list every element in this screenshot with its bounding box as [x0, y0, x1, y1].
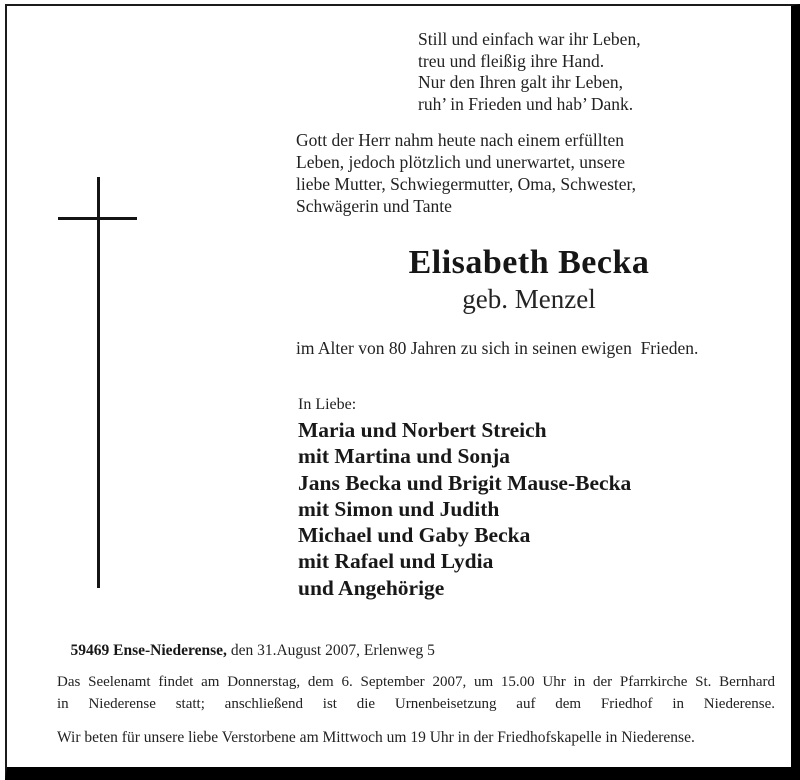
family-line: mit Rafael und Lydia: [298, 549, 494, 574]
dateline: [55, 624, 435, 678]
announcement-line: liebe Mutter, Schwiegermutter, Oma, Schwester,: [296, 174, 637, 194]
deceased-name-block: [296, 243, 762, 316]
family-line: Jans Becka und Brigit Mause-Becka: [298, 470, 632, 495]
service-line: Das Seelenamt findet am Donnerstag, dem 6. September 2007, um 15.00 Uhr in der Pfarrkirche St. Bernhard: [57, 674, 775, 690]
cross-vertical-bar: [97, 177, 100, 588]
dateline-date-address: den 31.August 2007, Erlenweg 5: [226, 642, 435, 659]
announcement-paragraph: [296, 129, 636, 217]
prayer-line: Wir beten für unsere liebe Verstorbene am Mittwoch um 19 Uhr in der Friedhofskapelle in Niederense.: [57, 729, 695, 746]
poem-line: Still und einfach war ihr Leben,: [418, 29, 641, 49]
poem-line: treu und fleißig ihre Hand.: [418, 50, 605, 71]
poem-line: Nur den Ihren galt ihr Leben,: [418, 72, 624, 92]
in-love-label: In Liebe:: [298, 396, 357, 413]
dateline-place: 59469 Ense-Niederense,: [70, 642, 227, 659]
deceased-name: Elisabeth Becka: [408, 244, 650, 281]
announcement-line: Schwägerin und Tante: [296, 196, 452, 216]
poem-line: ruh’ in Frieden und hab’ Dank.: [418, 93, 634, 114]
family-line: mit Martina und Sonja: [298, 444, 511, 469]
age-line: im Alter von 80 Jahren zu sich in seinen ewigen Frieden.: [296, 338, 699, 358]
maiden-name: geb. Menzel: [462, 284, 596, 314]
family-line: Maria und Norbert Streich: [298, 418, 547, 442]
announcement-line: Leben, jedoch plötzlich und unerwartet, unsere: [296, 152, 625, 172]
cross-horizontal-bar: [58, 217, 137, 220]
announcement-line: Gott der Herr nahm heute nach einem erfüllten: [296, 130, 624, 150]
family-line: und Angehörige: [298, 575, 445, 600]
memorial-poem: [418, 29, 641, 115]
family-line: Michael und Gaby Becka: [298, 523, 531, 548]
service-information: [57, 671, 775, 715]
family-line: mit Simon und Judith: [298, 496, 500, 521]
service-line: in Niederense statt; anschließend ist die Urnenbeisetzung auf dem Friedhof in Niederense.: [57, 696, 775, 712]
mourning-family-list: [298, 417, 631, 601]
